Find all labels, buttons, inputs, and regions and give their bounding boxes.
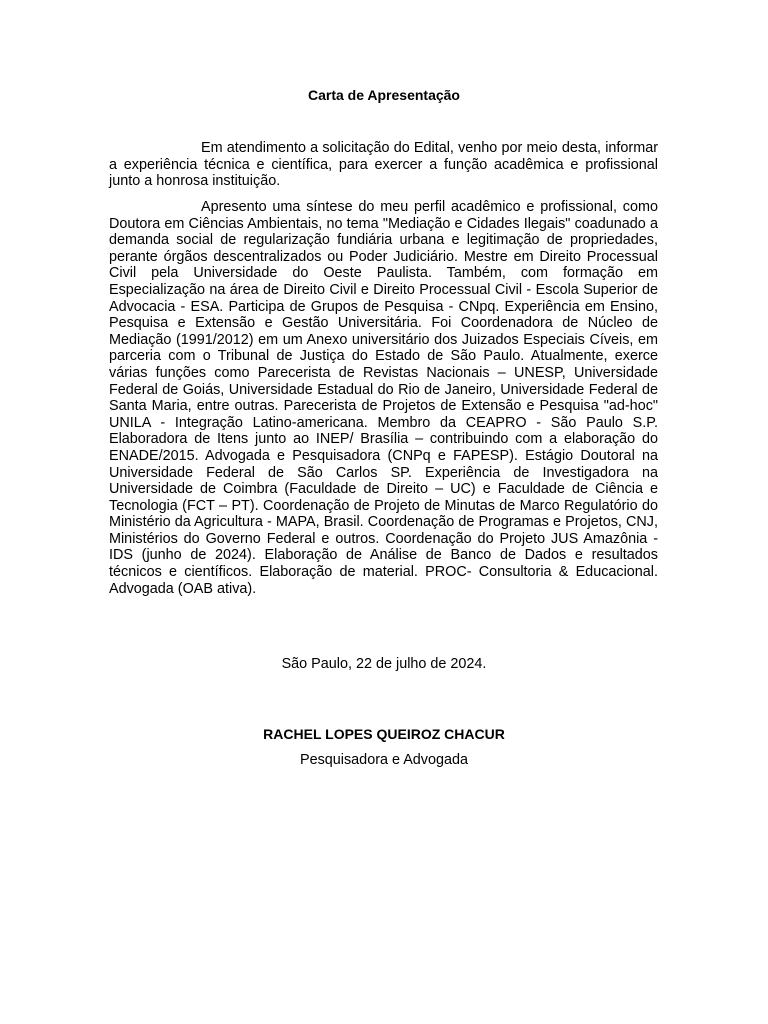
document-title: Carta de Apresentação xyxy=(308,87,460,103)
signatory-name: RACHEL LOPES QUEIROZ CHACUR xyxy=(263,726,505,742)
signatory-role: Pesquisadora e Advogada xyxy=(299,752,469,768)
paragraph-intro: Em atendimento a solicitação do Edital, venho por meio desta, informar a experiência técnica e científica, para exercer a função acadêmica e profissional junto a honrosa instituição. xyxy=(109,140,658,190)
place-date: São Paulo, 22 de julho de 2024. xyxy=(281,656,487,672)
paragraph-profile: Apresento uma síntese do meu perfil acadêmico e profissional, como Doutora em Ciências Ambientais, no tema "Mediação e Cidades Ilegais" coadunado a demanda social de regularização fundiária urbana e legitimação de propriedades, perante órgãos descentralizados ou Poder Judiciário. Mestre em Direito Processual Civil pela Universidade do Oeste Paulista. Também, com formação em Especialização na área de Direito Civil e Direito Processual Civil - Escola Superior de Advocacia - ESA. Participa de Grupos de Pesquisa - CNpq. Experiência em Ensino, Pesquisa e Extensão e Gestão Universitária. Foi Coordenadora de Núcleo de Mediação (1991/2012) em um Anexo universitário dos Juizados Especiais Cíveis, em parceria com o Tribunal de Justiça do Estado de São Paulo. Atualmente, exerce várias funções como Parecerista de Revistas Nacionais – UNESP, Universidade Federal de Goiás, Universidade Estadual do Rio de Janeiro, Universidade Federal de Santa Maria, entre outras. Parecerista de Projetos de Extensão e Pesquisa "ad-hoc" UNILA - Integração Latino-americana. Membro da CEAPRO - São Paulo S.P. Elaboradora de Itens junto ao INEP/ Brasília – contribuindo com a elaboração do ENADE/2015. Advogada e Pesquisadora (CNPq e FAPESP). Estágio Doutoral na Universidade Federal de São Carlos SP. Experiência de Investigadora na Universidade de Coimbra (Faculdade de Direito – UC) e Faculdade de Ciência e Tecnologia (FCT – PT). Coordenação de Projeto de Minutas de Marco Regulatório do Ministério da Agricultura - MAPA, Brasil. Coordenação de Programas e Projetos, CNJ, Ministérios do Governo Federal e outros. Coordenação do Projeto JUS Amazônia - IDS (junho de 2024). Elaboração de Análise de Banco de Dados e resultados técnicos e científicos. Elaboração de material. PROC- Consultoria & Educacional. Advogada (OAB ativa). xyxy=(109,199,658,597)
